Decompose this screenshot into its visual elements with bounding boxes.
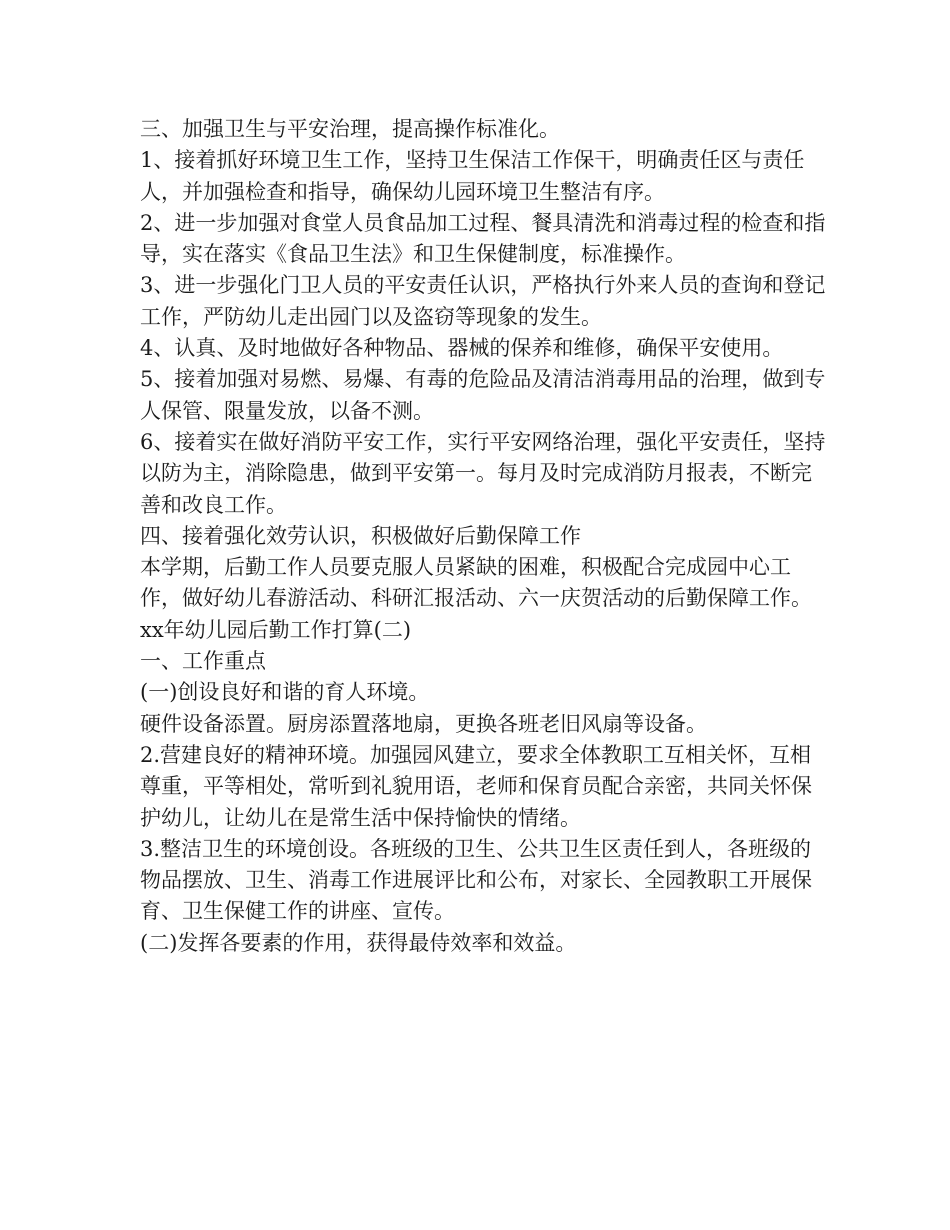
paragraph-spirit-env: 2.营建良好的精神环境。加强园风建立，要求全体教职工互相关怀，互相尊重，平等相处，常听到礼貌用语，老师和保育员配合亲密，共同关怀保护幼儿，让幼儿在是常生活中保持愉快的情绪。 <box>140 742 812 830</box>
paragraph-hardware: 硬件设备添置。厨房添置落地扇，更换各班老旧风扇等设备。 <box>140 711 707 736</box>
document-subtitle: xx年幼儿园后勤工作打算(二) <box>140 617 412 642</box>
section-heading-1: 一、工作重点 <box>140 649 266 674</box>
paragraph-item-4: 4、认真、及时地做好各种物品、器械的保养和维修，确保平安使用。 <box>140 336 784 361</box>
paragraph-item-5: 5、接着加强对易燃、易爆、有毒的危险品及清洁消毒用品的治理，做到专人保管、限量发放，以备不测。 <box>140 367 826 423</box>
paragraph-hygiene-env: 3.整洁卫生的环境创设。各班级的卫生、公共卫生区责任到人，各班级的物品摆放、卫生、消毒工作进展评比和公布，对家长、全园教职工开展保育、卫生保健工作的讲座、宣传。 <box>140 836 812 924</box>
section-heading-3: 三、加强卫生与平安治理，提高操作标准化。 <box>140 117 560 141</box>
paragraph-semester: 本学期，后勤工作人员要克服人员紧缺的困难，积极配合完成园中心工作，做好幼儿春游活动、科研汇报活动、六一庆贺活动的后勤保障工作。 <box>140 555 812 611</box>
paragraph-item-2: 2、进一步加强对食堂人员食品加工过程、餐具清洗和消毒过程的检查和指导，实在落实《食品卫生法》和卫生保健制度，标准操作。 <box>140 210 826 267</box>
paragraph-item-1: 1、接着抓好环境卫生工作，坚持卫生保洁工作保干，明确责任区与责任人，并加强检查和指导，确保幼儿园环境卫生整洁有序。 <box>140 148 805 204</box>
document-body <box>140 114 830 959</box>
subsection-heading-2: (二)发挥各要素的作用，获得最侍效率和效益。 <box>140 930 577 955</box>
subsection-heading-1: (一)创设良好和谐的育人环境。 <box>140 680 430 705</box>
section-heading-4: 四、接着强化效劳认识，积极做好后勤保障工作 <box>140 523 581 548</box>
paragraph-item-6: 6、接着实在做好消防平安工作，实行平安网络治理，强化平安责任，坚持以防为主，消除隐患，做到平安第一。每月及时完成消防月报表，不断完善和改良工作。 <box>140 429 826 517</box>
paragraph-item-3: 3、进一步强化门卫人员的平安责任认识，严格执行外来人员的查询和登记工作，严防幼儿走出园门以及盗窃等现象的发生。 <box>140 273 826 329</box>
